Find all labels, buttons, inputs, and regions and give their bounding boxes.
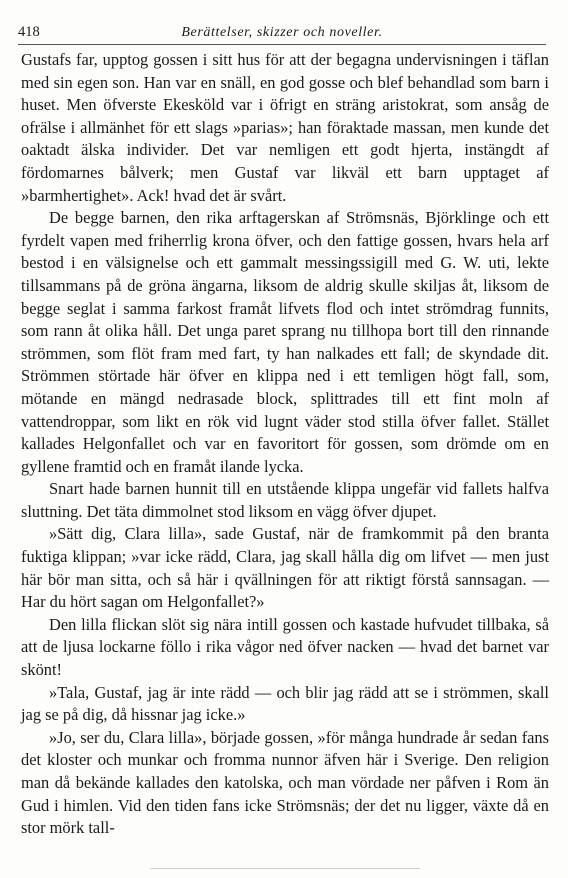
running-title: Berättelser, skizzer och noveller. xyxy=(181,25,383,40)
paragraph: Gustafs far, upptog gossen i sitt hus för att der begagna undervisningen i täflan med sin egen son. Han var en snäll, en god gosse och blef behandlad som barn i huset. Men öfverste Ekesköld var i öfrigt en sträng aristokrat, som ansåg de ofrälse i allmänhet för ett slags »parias»; han föraktade massan, men kunde det oaktadt älska individer. Det var nemligen ett godt hjerta, instängdt af fördomarnes bålverk; men Gustaf var likväl ett barn upptaget af »barmhertighet». Ack! hvad det är svårt. xyxy=(21,50,549,205)
header-rule xyxy=(18,44,546,45)
bottom-edge-line xyxy=(150,868,420,869)
paragraph: Snart hade barnen hunnit till en utstående klippa ungefär vid fallets halfva sluttning. Det täta dimmolnet stod liksom en vägg öfver djupet. xyxy=(21,479,549,521)
page-number: 418 xyxy=(18,24,40,40)
body-text xyxy=(21,49,549,840)
paragraph: »Tala, Gustaf, jag är inte rädd — och blir jag rädd att se i strömmen, skall jag se på dig, då hissnar jag icke.» xyxy=(21,682,549,725)
paragraph: De begge barnen, den rika arftagerskan af Strömsnäs, Björklinge och ett fyrdelt vapen med friherrlig krona öfver, och den fattige gossen, hvars hela arf bestod i en välsignelse och ett gammalt messingssigill med G. W. uti, lekte tillsammans på de gröna ängarna, liksom de aldrig skulle skiljas åt, liksom de begge seglat i samma farkost framåt lifvets flod och intet strömdrag funnits, som rann åt olika håll. Det unga paret sprang nu tillhopa bort till den rinnande strömmen, som flöt fram med fart, ty han nalkades ett fall; de skyndade dit. Strömmen störtade här öfver en klippa ned i ett temligen högt fall, som, mötande en mängd nedrasade block, splittrades till ett fint moln af vattendroppar, som likt en rök vid lugnt väder stod stilla öfver fallet. Stället kallades Helgonfallet och var en favoritort för gossen, som drömde om en gyllene framtid och en framåt ilande lycka. xyxy=(21,208,549,476)
page-header xyxy=(18,24,546,44)
paragraph: Den lilla flickan slöt sig nära intill gossen och kastade hufvudet tillbaka, så att de ljusa lockarne föllo i rika vågor ned öfver nacken — hvad det barnet var skönt! xyxy=(21,614,549,680)
paragraph: »Sätt dig, Clara lilla», sade Gustaf, när de framkommit på den branta fuktiga klippan; »var icke rädd, Clara, jag skall hålla dig om lifvet — men just här bör man sitta, och så här i qvällningen för att riktigt förstå sannsagan. — Har du hört sagan om Helgonfallet?» xyxy=(21,524,549,612)
paragraph: »Jo, ser du, Clara lilla», började gossen, »för många hundrade år sedan fans det kloster och munkar och fromma nunnor äfven här i Sverige. Den religion man då bekände kallades den katolska, och man vördade ner påfven i Rom än Gud i himlen. Vid den tiden fans icke Strömsnäs; der det nu ligger, växte då en stor mörk tall- xyxy=(21,727,549,838)
